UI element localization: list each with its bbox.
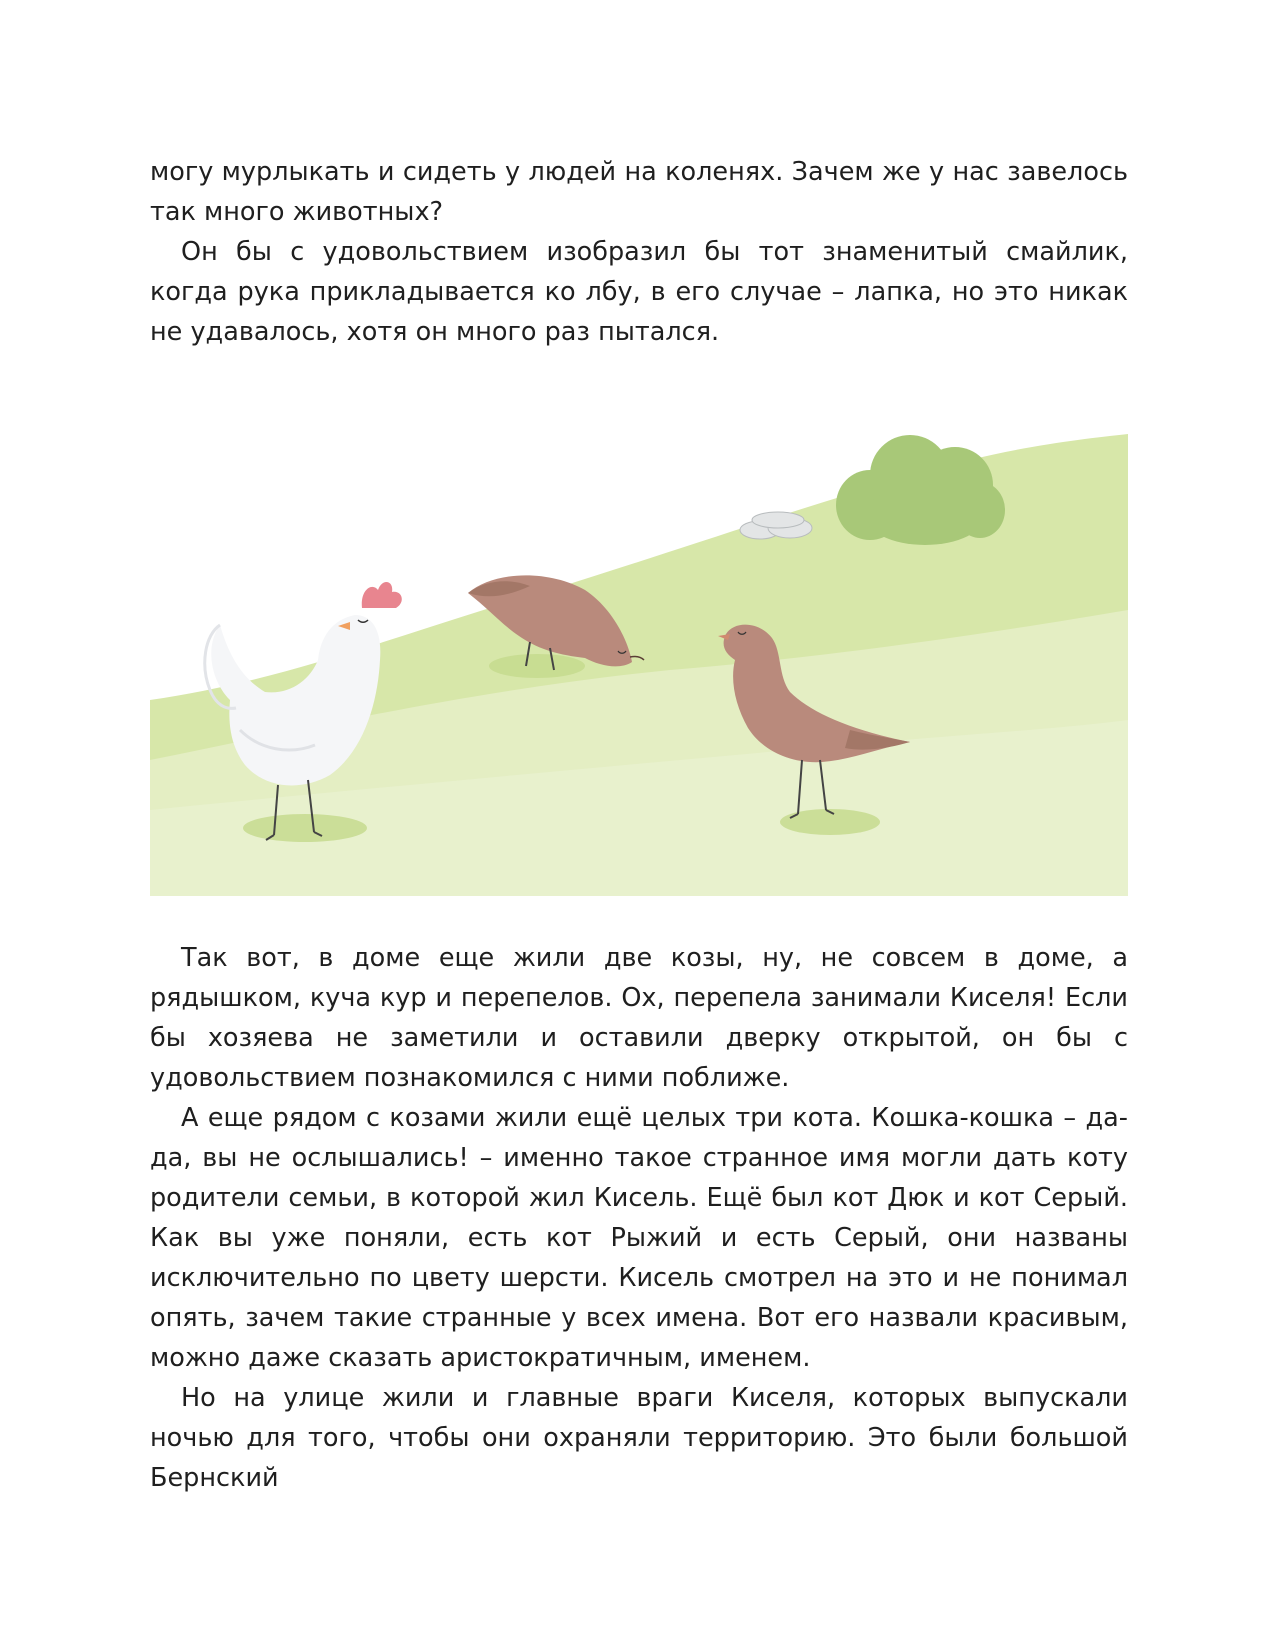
paragraph-5: Но на улице жили и главные враги Киселя, которых выпускали ночью для того, чтобы они охраняли территорию. Это были большой Бернский [150,1383,1128,1493]
paragraph-2: Он бы с удовольствием изобразил бы тот знаменитый смайлик, когда рука прикладывается ко лбу, в его случае – лапка, но это никак не удавалось, хотя он много раз пытался. [150,237,1128,347]
top-text-block [150,152,1128,352]
paragraph-3: Так вот, в доме еще жили две козы, ну, не совсем в доме, а рядышком, куча кур и перепелов. Ох, перепела занимали Киселя! Если бы хозяева не заметили и оставили дверку открытой, он бы с удовольствием познакомился с ними поближе. [150,943,1128,1093]
paragraph-4: А еще рядом с козами жили ещё целых три кота. Кошка-кошка – да-да, вы не ослышались! – именно такое странное имя могли дать коту родители семьи, в которой жил Кисель. Ещё был кот Дюк и кот Серый. Как вы уже поняли, есть кот Рыжий и есть Серый, они названы исключительно по цвету шерсти. Кисель смотрел на это и не понимал опять, зачем такие странные у всех имена. Вот его назвали красивым, можно даже сказать аристократичным, именем. [150,1103,1128,1373]
paragraph-1: могу мурлыкать и сидеть у людей на коленях. Зачем же у нас завелось так много животных? [150,157,1128,227]
chickens-illustration [150,430,1128,896]
bush [836,435,1005,545]
stones [740,512,812,539]
bottom-text-block [150,938,1128,1498]
